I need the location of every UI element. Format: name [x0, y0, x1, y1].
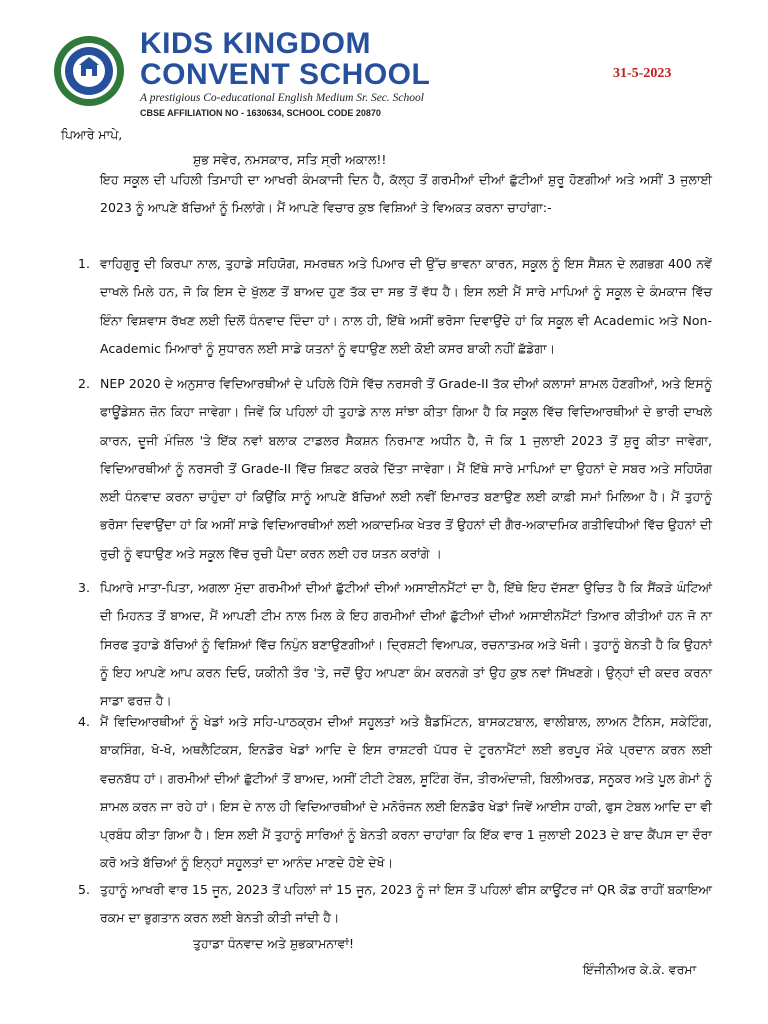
list-number: 3. [78, 580, 90, 595]
school-logo [52, 34, 126, 108]
list-item [78, 574, 712, 715]
school-name: KIDS KINGDOM CONVENT SCHOOL [140, 27, 431, 91]
list-text: NEP 2020 ਦੇ ਅਨੁਸਾਰ ਵਿਦਿਆਰਥੀਆਂ ਦੇ ਪਹਿਲੇ ਹਿੱਸੇ ਵਿੱਚ ਨਰਸਰੀ ਤੋਂ Grade-II ਤੱਕ ਦੀਆਂ ਕਲਾਸਾਂ ਸ਼ਾਮਲ ਹੋਣਗੀਆਂ, ਅਤੇ ਇਸਨੂੰ ਫਾਊਂਡੇਸ਼ਨ ਜ਼ੋਨ ਕਿਹਾ ਜਾਵੇਗਾ। ਜਿਵੇਂ ਕਿ ਪਹਿਲਾਂ ਹੀ ਤੁਹਾਡੇ ਨਾਲ ਸਾਂਝਾ ਕੀਤਾ ਗਿਆ ਹੈ ਕਿ ਸਕੂਲ ਵਿੱਚ ਵਿਦਿਆਰਥੀਆਂ ਦੇ ਭਾਰੀ ਦਾਖਲੇ ਕਾਰਨ, ਦੂਜੀ ਮੰਜ਼ਿਲ 'ਤੇ ਇੱਕ ਨਵਾਂ ਬਲਾਕ ਟਾਡਲਰ ਸੈਕਸ਼ਨ ਨਿਰਮਾਣ ਅਧੀਨ ਹੈ, ਜੋ ਕਿ 1 ਜੁਲਾਈ 2023 ਤੋਂ ਸ਼ੁਰੂ ਕੀਤਾ ਜਾਵੇਗਾ, ਵਿਦਿਆਰਥੀਆਂ ਨੂੰ ਨਰਸਰੀ ਤੋਂ Grade-II ਵਿੱਚ ਸ਼ਿਫਟ ਕਰਕੇ ਦਿੱਤਾ ਜਾਵੇਗਾ। ਮੈਂ ਇੱਥੇ ਸਾਰੇ ਮਾਪਿਆਂ ਦਾ ਉਹਨਾਂ ਦੇ ਸਬਰ ਅਤੇ ਸਹਿਯੋਗ ਲਈ ਧੰਨਵਾਦ ਕਰਨਾ ਚਾਹੁੰਦਾ ਹਾਂ ਕਿਉਂਕਿ ਸਾਨੂੰ ਆਪਣੇ ਬੱਚਿਆਂ ਲਈ ਨਵੀਂ ਇਮਾਰਤ ਬਣਾਉਣ ਲਈ ਕਾਫ਼ੀ ਸਮਾਂ ਮਿਲਿਆ ਹੈ। ਮੈਂ ਤੁਹਾਨੂੰ ਭਰੋਸਾ ਦਿਵਾਉਂਦਾ ਹਾਂ ਕਿ ਅਸੀਂ ਸਾਡੇ ਵਿਦਿਆਰਥੀਆਂ ਲਈ ਅਕਾਦਮਿਕ ਖੇਤਰ ਤੋਂ ਉਹਨਾਂ ਦੀ ਗੈਰ-ਅਕਾਦਮਿਕ ਗਤੀਵਿਧੀਆਂ ਵਿੱਚ ਉਹਨਾਂ ਦੀ ਰੁਚੀ ਨੂੰ ਵਧਾਉਣ ਅਤੇ ਸਕੂਲ ਵਿੱਚ ਰੁਚੀ ਪੈਦਾ ਕਰਨ ਲਈ ਹਰ ਯਤਨ ਕਰਾਂਗੇ । [100, 376, 712, 561]
list-number: 4. [78, 714, 90, 729]
salutation: ਪਿਆਰੇ ਮਾਪੇ, [61, 127, 123, 142]
list-number: 2. [78, 376, 90, 391]
closing: ਤੁਹਾਡਾ ਧੰਨਵਾਦ ਅਤੇ ਸ਼ੁਭਕਾਮਨਾਵਾਂ! [193, 936, 355, 951]
list-text: ਪਿਆਰੇ ਮਾਤਾ-ਪਿਤਾ, ਅਗਲਾ ਮੁੱਦਾ ਗਰਮੀਆਂ ਦੀਆਂ ਛੁੱਟੀਆਂ ਦੀਆਂ ਅਸਾਈਨਮੈਂਟਾਂ ਦਾ ਹੈ, ਇੱਥੇ ਇਹ ਦੱਸਣਾ ਉਚਿਤ ਹੈ ਕਿ ਸੈਂਕੜੇ ਘੰਟਿਆਂ ਦੀ ਮਿਹਨਤ ਤੋਂ ਬਾਅਦ, ਮੈਂ ਆਪਣੀ ਟੀਮ ਨਾਲ ਮਿਲ ਕੇ ਇਹ ਗਰਮੀਆਂ ਦੀਆਂ ਛੁੱਟੀਆਂ ਦੀਆਂ ਅਸਾਈਨਮੈਂਟਾਂ ਤਿਆਰ ਕੀਤੀਆਂ ਹਨ ਜੋ ਨਾ ਸਿਰਫ ਤੁਹਾਡੇ ਬੱਚਿਆਂ ਨੂੰ ਵਿਸ਼ਿਆਂ ਵਿੱਚ ਨਿਪੁੰਨ ਬਣਾਉਣਗੀਆਂ। ਦ੍ਰਿਸ਼ਟੀ ਵਿਆਪਕ, ਰਚਨਾਤਮਕ ਅਤੇ ਖੋਜੀ। ਤੁਹਾਨੂੰ ਬੇਨਤੀ ਹੈ ਕਿ ਉਹਨਾਂ ਨੂੰ ਇਹ ਆਪਣੇ ਆਪ ਕਰਨ ਦਿਓ, ਯਕੀਨੀ ਤੌਰ 'ਤੇ, ਜਦੋਂ ਉਹ ਆਪਣਾ ਕੰਮ ਕਰਨਗੇ ਤਾਂ ਉਹ ਕੁਝ ਨਵਾਂ ਸਿੱਖਣਗੇ। ਉਨ੍ਹਾਂ ਦੀ ਕਦਰ ਕਰਨਾ ਸਾਡਾ ਫਰਜ਼ ਹੈ। [100, 580, 712, 709]
list-text: ਵਾਹਿਗੁਰੂ ਦੀ ਕਿਰਪਾ ਨਾਲ, ਤੁਹਾਡੇ ਸਹਿਯੋਗ, ਸਮਰਥਨ ਅਤੇ ਪਿਆਰ ਦੀ ਉੱਚ ਭਾਵਨਾ ਕਾਰਨ, ਸਕੂਲ ਨੂੰ ਇਸ ਸੈਸ਼ਨ ਦੇ ਲਗਭਗ 400 ਨਵੇਂ ਦਾਖਲੇ ਮਿਲੇ ਹਨ, ਜੋ ਕਿ ਇਸ ਦੇ ਖੁੱਲਣ ਤੋਂ ਬਾਅਦ ਹੁਣ ਤੱਕ ਦਾ ਸਭ ਤੋਂ ਵੱਧ ਹੈ। ਇਸ ਲਈ ਮੈਂ ਸਾਰੇ ਮਾਪਿਆਂ ਨੂੰ ਸਕੂਲ ਦੇ ਕੰਮਕਾਜ ਵਿੱਚ ਇੰਨਾ ਵਿਸ਼ਵਾਸ ਰੱਖਣ ਲਈ ਦਿਲੋਂ ਧੰਨਵਾਦ ਦਿੰਦਾ ਹਾਂ। ਨਾਲ ਹੀ, ਇੱਥੇ ਅਸੀਂ ਭਰੋਸਾ ਦਿਵਾਉਂਦੇ ਹਾਂ ਕਿ ਸਕੂਲ ਵੀ Academic ਅਤੇ Non-Academic ਮਿਆਰਾਂ ਨੂੰ ਸੁਧਾਰਨ ਲਈ ਸਾਡੇ ਯਤਨਾਂ ਨੂੰ ਵਧਾਉਣ ਲਈ ਕੋਈ ਕਸਰ ਬਾਕੀ ਨਹੀਂ ਛੱਡੇਗਾ। [100, 256, 712, 356]
school-tagline: A prestigious Co-educational English Medium Sr. Sec. School [140, 92, 424, 104]
list-item [78, 250, 712, 363]
list-number: 5. [78, 882, 90, 897]
letter-date: 31-5-2023 [613, 66, 672, 81]
intro-paragraph: ਇਹ ਸਕੂਲ ਦੀ ਪਹਿਲੀ ਤਿਮਾਹੀ ਦਾ ਆਖਰੀ ਕੰਮਕਾਜੀ ਦਿਨ ਹੈ, ਕੱਲ੍ਹ ਤੋਂ ਗਰਮੀਆਂ ਦੀਆਂ ਛੁੱਟੀਆਂ ਸ਼ੁਰੂ ਹੋਣਗੀਆਂ ਅਤੇ ਅਸੀਂ 3 ਜੁਲਾਈ 2023 ਨੂੰ ਆਪਣੇ ਬੱਚਿਆਂ ਨੂੰ ਮਿਲਾਂਗੇ। ਮੈਂ ਆਪਣੇ ਵਿਚਾਰ ਕੁਝ ਵਿਸ਼ਿਆਂ ਤੇ ਵਿਅਕਤ ਕਰਨਾ ਚਾਹਾਂਗਾ:- [100, 172, 712, 215]
letterhead [52, 28, 492, 124]
list-text: ਮੈਂ ਵਿਦਿਆਰਥੀਆਂ ਨੂੰ ਖੇਡਾਂ ਅਤੇ ਸਹਿ-ਪਾਠਕ੍ਰਮ ਦੀਆਂ ਸਹੂਲਤਾਂ ਅਤੇ ਬੈਡਮਿੰਟਨ, ਬਾਸਕਟਬਾਲ, ਵਾਲੀਬਾਲ, ਲਾਅਨ ਟੈਨਿਸ, ਸਕੇਟਿੰਗ, ਬਾਕਸਿੰਗ, ਖੋ-ਖੋ, ਅਥਲੈਟਿਕਸ, ਇਨਡੋਰ ਖੇਡਾਂ ਆਦਿ ਦੇ ਇਸ ਰਾਸ਼ਟਰੀ ਪੱਧਰ ਦੇ ਟੂਰਨਾਮੈਂਟਾਂ ਲਈ ਭਰਪੂਰ ਮੌਕੇ ਪ੍ਰਦਾਨ ਕਰਨ ਲਈ ਵਚਨਬੱਧ ਹਾਂ। ਗਰਮੀਆਂ ਦੀਆਂ ਛੁੱਟੀਆਂ ਤੋਂ ਬਾਅਦ, ਅਸੀਂ ਟੀਟੀ ਟੇਬਲ, ਸ਼ੂਟਿੰਗ ਰੇਂਜ, ਤੀਰਅੰਦਾਜ਼ੀ, ਬਿਲੀਅਰਡ, ਸਨੂਕਰ ਅਤੇ ਪੂਲ ਗੇਮਾਂ ਨੂੰ ਸ਼ਾਮਲ ਕਰਨ ਜਾ ਰਹੇ ਹਾਂ। ਇਸ ਦੇ ਨਾਲ ਹੀ ਵਿਦਿਆਰਥੀਆਂ ਦੇ ਮਨੋਰੰਜਨ ਲਈ ਇਨਡੋਰ ਖੇਡਾਂ ਜਿਵੇਂ ਆਈਸ ਹਾਕੀ, ਫੁਸ ਟੇਬਲ ਆਦਿ ਦਾ ਵੀ ਪ੍ਰਬੰਧ ਕੀਤਾ ਗਿਆ ਹੈ। ਇਸ ਲਈ ਮੈਂ ਤੁਹਾਨੂੰ ਸਾਰਿਆਂ ਨੂੰ ਬੇਨਤੀ ਕਰਨਾ ਚਾਹਾਂਗਾ ਕਿ ਇੱਕ ਵਾਰ 1 ਜੁਲਾਈ 2023 ਦੇ ਬਾਦ ਕੈਂਪਸ ਦਾ ਦੌਰਾ ਕਰੋ ਅਤੇ ਬੱਚਿਆਂ ਨੂੰ ਇਨ੍ਹਾਂ ਸਹੂਲਤਾਂ ਦਾ ਆਨੰਦ ਮਾਣਦੇ ਹੋਏ ਦੇਖੋ। [100, 714, 712, 871]
list-text: ਤੁਹਾਨੂੰ ਆਖਰੀ ਵਾਰ 15 ਜੂਨ, 2023 ਤੋਂ ਪਹਿਲਾਂ ਜਾਂ 15 ਜੂਨ, 2023 ਨੂੰ ਜਾਂ ਇਸ ਤੋਂ ਪਹਿਲਾਂ ਫੀਸ ਕਾਊਂਟਰ ਜਾਂ QR ਕੋਡ ਰਾਹੀਂ ਬਕਾਇਆ ਰਕਮ ਦਾ ਭੁਗਤਾਨ ਕਰਨ ਲਈ ਬੇਨਤੀ ਕੀਤੀ ਜਾਂਦੀ ਹੈ। [100, 882, 712, 926]
signature: ਇੰਜੀਨੀਅਰ ਕੇ.ਕੇ. ਵਰਮਾ [583, 962, 697, 977]
greeting: ਸ਼ੁਭ ਸਵੇਰ, ਨਮਸਕਾਰ, ਸਤਿ ਸ੍ਰੀ ਅਕਾਲ!! [193, 152, 387, 167]
list-number: 1. [78, 256, 90, 271]
affiliation-info: CBSE AFFILIATION NO - 1630634, SCHOOL CODE 20870 [140, 108, 381, 118]
list-item [78, 370, 712, 568]
list-item [78, 876, 712, 933]
list-item [78, 708, 712, 878]
